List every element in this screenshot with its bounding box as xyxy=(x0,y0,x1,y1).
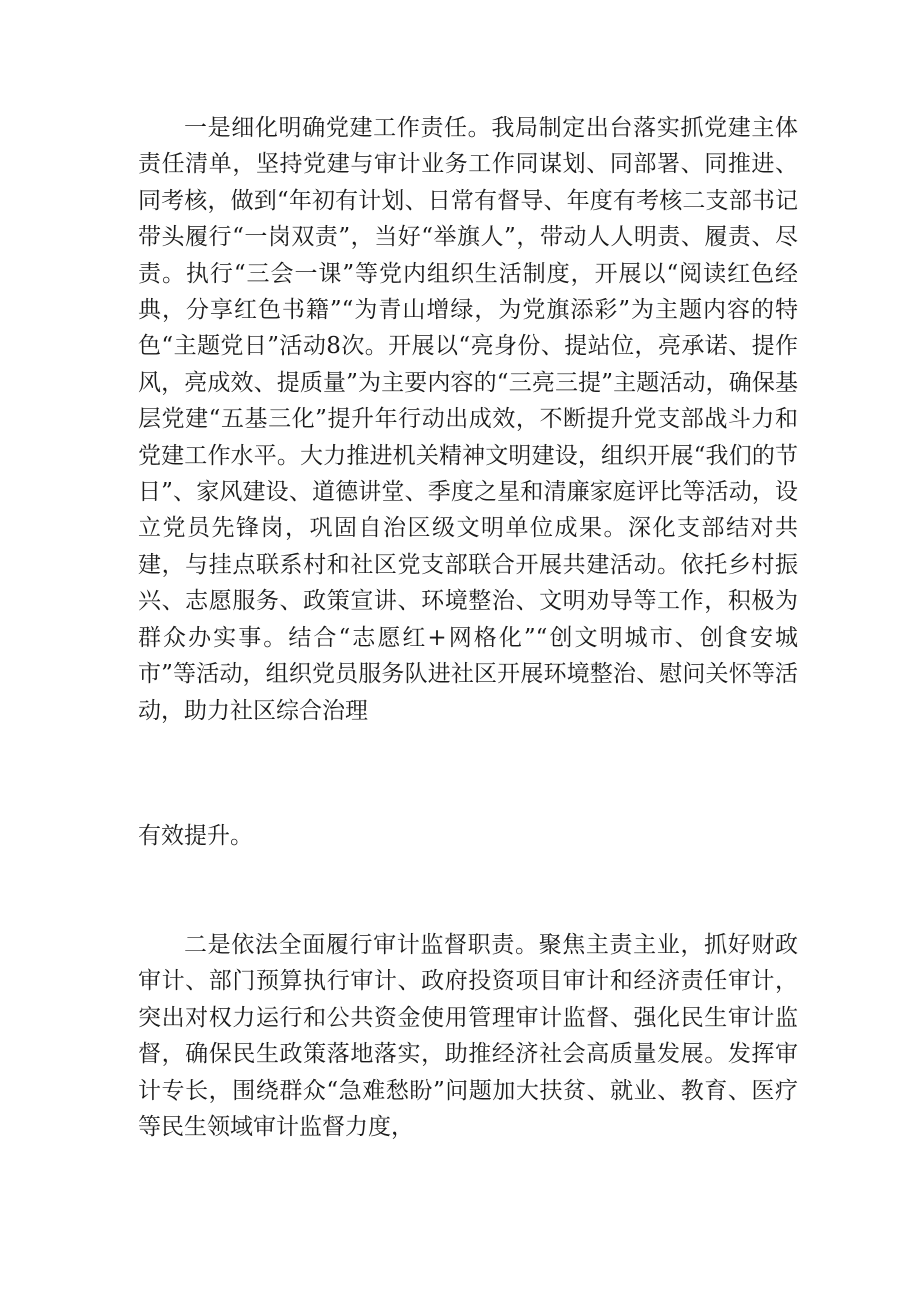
paragraph-party-building xyxy=(138,110,798,729)
paragraph-audit-supervision xyxy=(138,927,798,1145)
paragraph-heading: 二是依法全面履行审计监督职责。 xyxy=(184,932,539,958)
paragraph-heading: 一是细化明确党建工作责任。 xyxy=(184,115,492,141)
paragraph-body: 有效提升。 xyxy=(138,823,253,849)
paragraph-body: 我局制定出台落实抓党建主体责任清单，坚持党建与审计业务工作同谋划、同部署、同推进、同考核，做到“年初有计划、日常有督导、年度有考核二支部书记带头履行“一岗双责”，当好“举旗人”，带动人人明责、履责、尽责。执行“三会一课”等党内组织生活制度，开展以“阅读红色经典，分享红色书籍”“为青山增绿，为党旗添彩”为主题内容的特色“主题党日”活动8次。开展以“亮身份、提站位，亮承诺、提作风，亮成效、提质量”为主要内容的“三亮三提”主题活动，确保基层党建“五基三化”提升年行动出成效，不断提升党支部战斗力和党建工作水平。大力推进机关精神文明建设，组织开展“我们的节日”、家风建设、道德讲堂、季度之星和清廉家庭评比等活动，设立党员先锋岗，巩固自治区级文明单位成果。深化支部结对共建，与挂点联系村和社区党支部联合开展共建活动。依托乡村振兴、志愿服务、政策宣讲、环境整治、文明劝导等工作，积极为群众办实事。结合“志愿红+网格化”“创文明城市、创食安城市”等活动，组织党员服务队进社区开展环境整治、慰问关怀等活动，助力社区综合治理 xyxy=(138,115,799,724)
paragraph-body: 聚焦主责主业，抓好财政审计、部门预算执行审计、政府投资项目审计和经济责任审计，突出对权力运行和公共资金使用管理审计监督、强化民生审计监督，确保民生政策落地落实，助推经济社会高质量发展。发挥审计专长，围绕群众“急难愁盼”问题加大扶贫、就业、教育、医疗等民生领域审计监督力度， xyxy=(138,932,799,1141)
paragraph-continuation xyxy=(138,818,798,854)
